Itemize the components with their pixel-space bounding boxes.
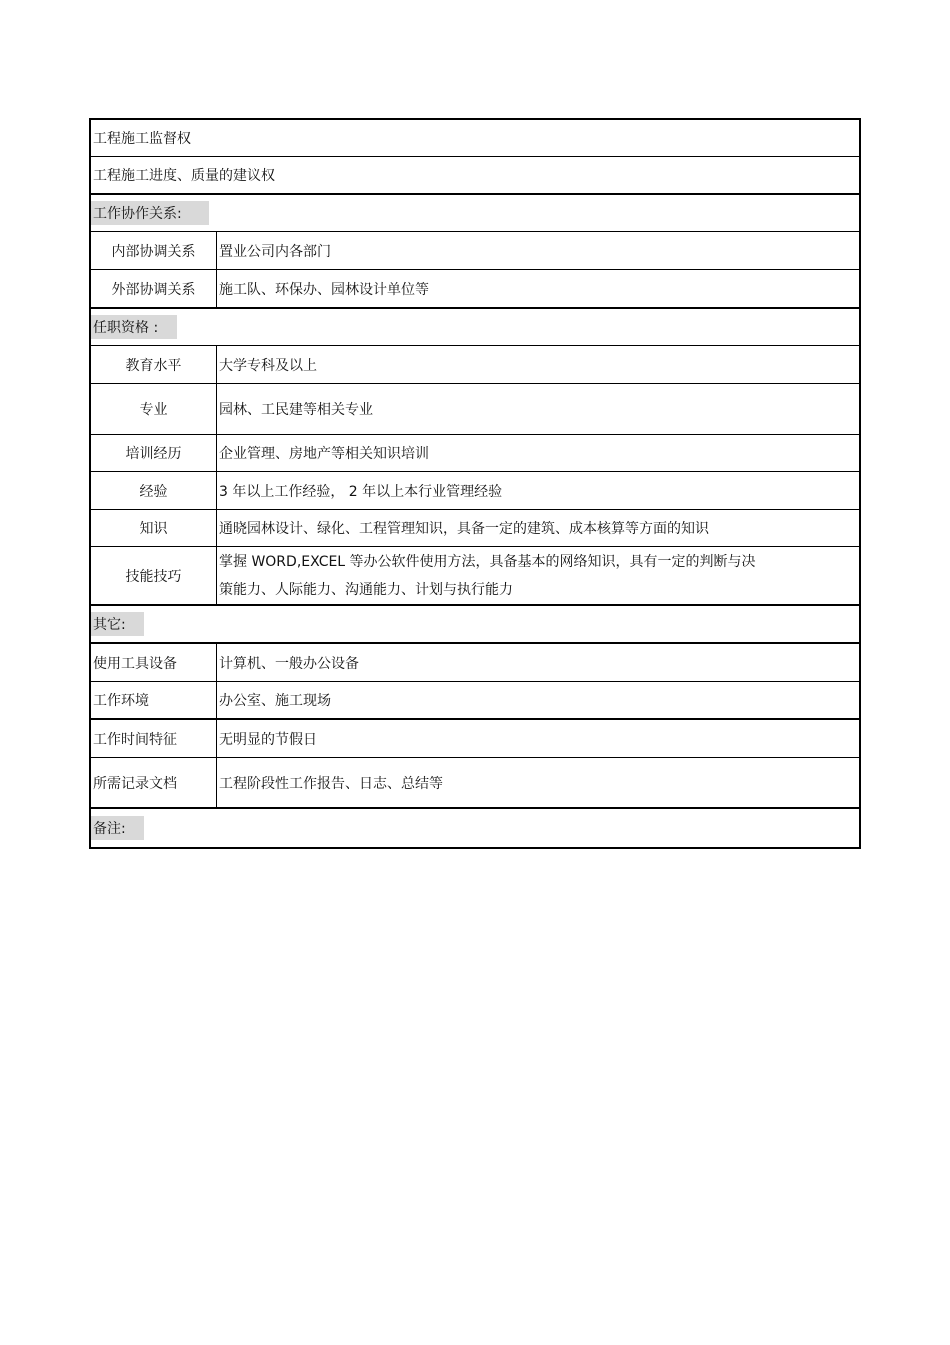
table-row bbox=[89, 270, 861, 309]
row-value: 办公室、施工现场 bbox=[219, 693, 331, 709]
row-value: 计算机、一般办公设备 bbox=[219, 655, 359, 672]
row-label: 经验 bbox=[91, 472, 217, 509]
section-other bbox=[89, 606, 861, 644]
table-row bbox=[89, 720, 861, 758]
table-row bbox=[89, 346, 861, 384]
row-value: 无明显的节假日 bbox=[219, 731, 317, 748]
table-row bbox=[89, 547, 861, 606]
section-label: 任职资格 : bbox=[91, 315, 177, 339]
table-row bbox=[89, 510, 861, 547]
row-value bbox=[217, 547, 859, 604]
section-label: 其它: bbox=[91, 612, 144, 636]
row-value: 3 年以上工作经验， 2 年以上本行业管理经验 bbox=[219, 483, 503, 500]
row-value: 企业管理、房地产等相关知识培训 bbox=[219, 446, 429, 462]
table-row bbox=[89, 384, 861, 435]
row-label: 使用工具设备 bbox=[91, 644, 217, 681]
row-label: 所需记录文档 bbox=[91, 758, 217, 807]
section-notes bbox=[89, 809, 861, 849]
row-value: 工程阶段性工作报告、日志、总结等 bbox=[219, 775, 443, 792]
table-row bbox=[89, 758, 861, 809]
row-label: 专业 bbox=[91, 384, 217, 434]
row-value-line: 掌握 WORD,EXCEL 等办公软件使用方法，具备基本的网络知识，具有一定的判断与决 bbox=[219, 554, 756, 570]
row-label: 工作环境 bbox=[91, 682, 217, 718]
row-value-line: 策能力、人际能力、沟通能力、计划与执行能力 bbox=[219, 582, 513, 598]
row-value: 大学专科及以上 bbox=[219, 357, 317, 374]
right-row-supervision bbox=[89, 118, 861, 157]
section-label: 工作协作关系: bbox=[91, 201, 209, 225]
table-row bbox=[89, 472, 861, 510]
row-label: 外部协调关系 bbox=[91, 270, 217, 307]
row-label: 教育水平 bbox=[91, 346, 217, 383]
row-label: 知识 bbox=[91, 510, 217, 546]
table-row bbox=[89, 232, 861, 270]
table-row bbox=[89, 644, 861, 682]
section-collaboration bbox=[89, 195, 861, 232]
row-label: 工作时间特征 bbox=[91, 720, 217, 757]
row-value: 园林、工民建等相关专业 bbox=[219, 402, 373, 418]
table-row bbox=[89, 682, 861, 720]
row-value: 施工队、环保办、园林设计单位等 bbox=[219, 281, 429, 298]
section-qualifications bbox=[89, 309, 861, 346]
table-row bbox=[89, 435, 861, 472]
row-value: 置业公司内各部门 bbox=[219, 243, 331, 260]
row-label: 培训经历 bbox=[91, 435, 217, 471]
section-label: 备注: bbox=[91, 816, 144, 840]
row-value: 通晓园林设计、绿化、工程管理知识，具备一定的建筑、成本核算等方面的知识 bbox=[219, 521, 709, 537]
row-label: 内部协调关系 bbox=[91, 232, 217, 269]
right-text: 工程施工进度、质量的建议权 bbox=[93, 168, 275, 184]
right-text: 工程施工监督权 bbox=[93, 131, 191, 147]
job-description-table bbox=[89, 118, 861, 849]
right-row-advice bbox=[89, 157, 861, 195]
row-label: 技能技巧 bbox=[91, 547, 217, 604]
